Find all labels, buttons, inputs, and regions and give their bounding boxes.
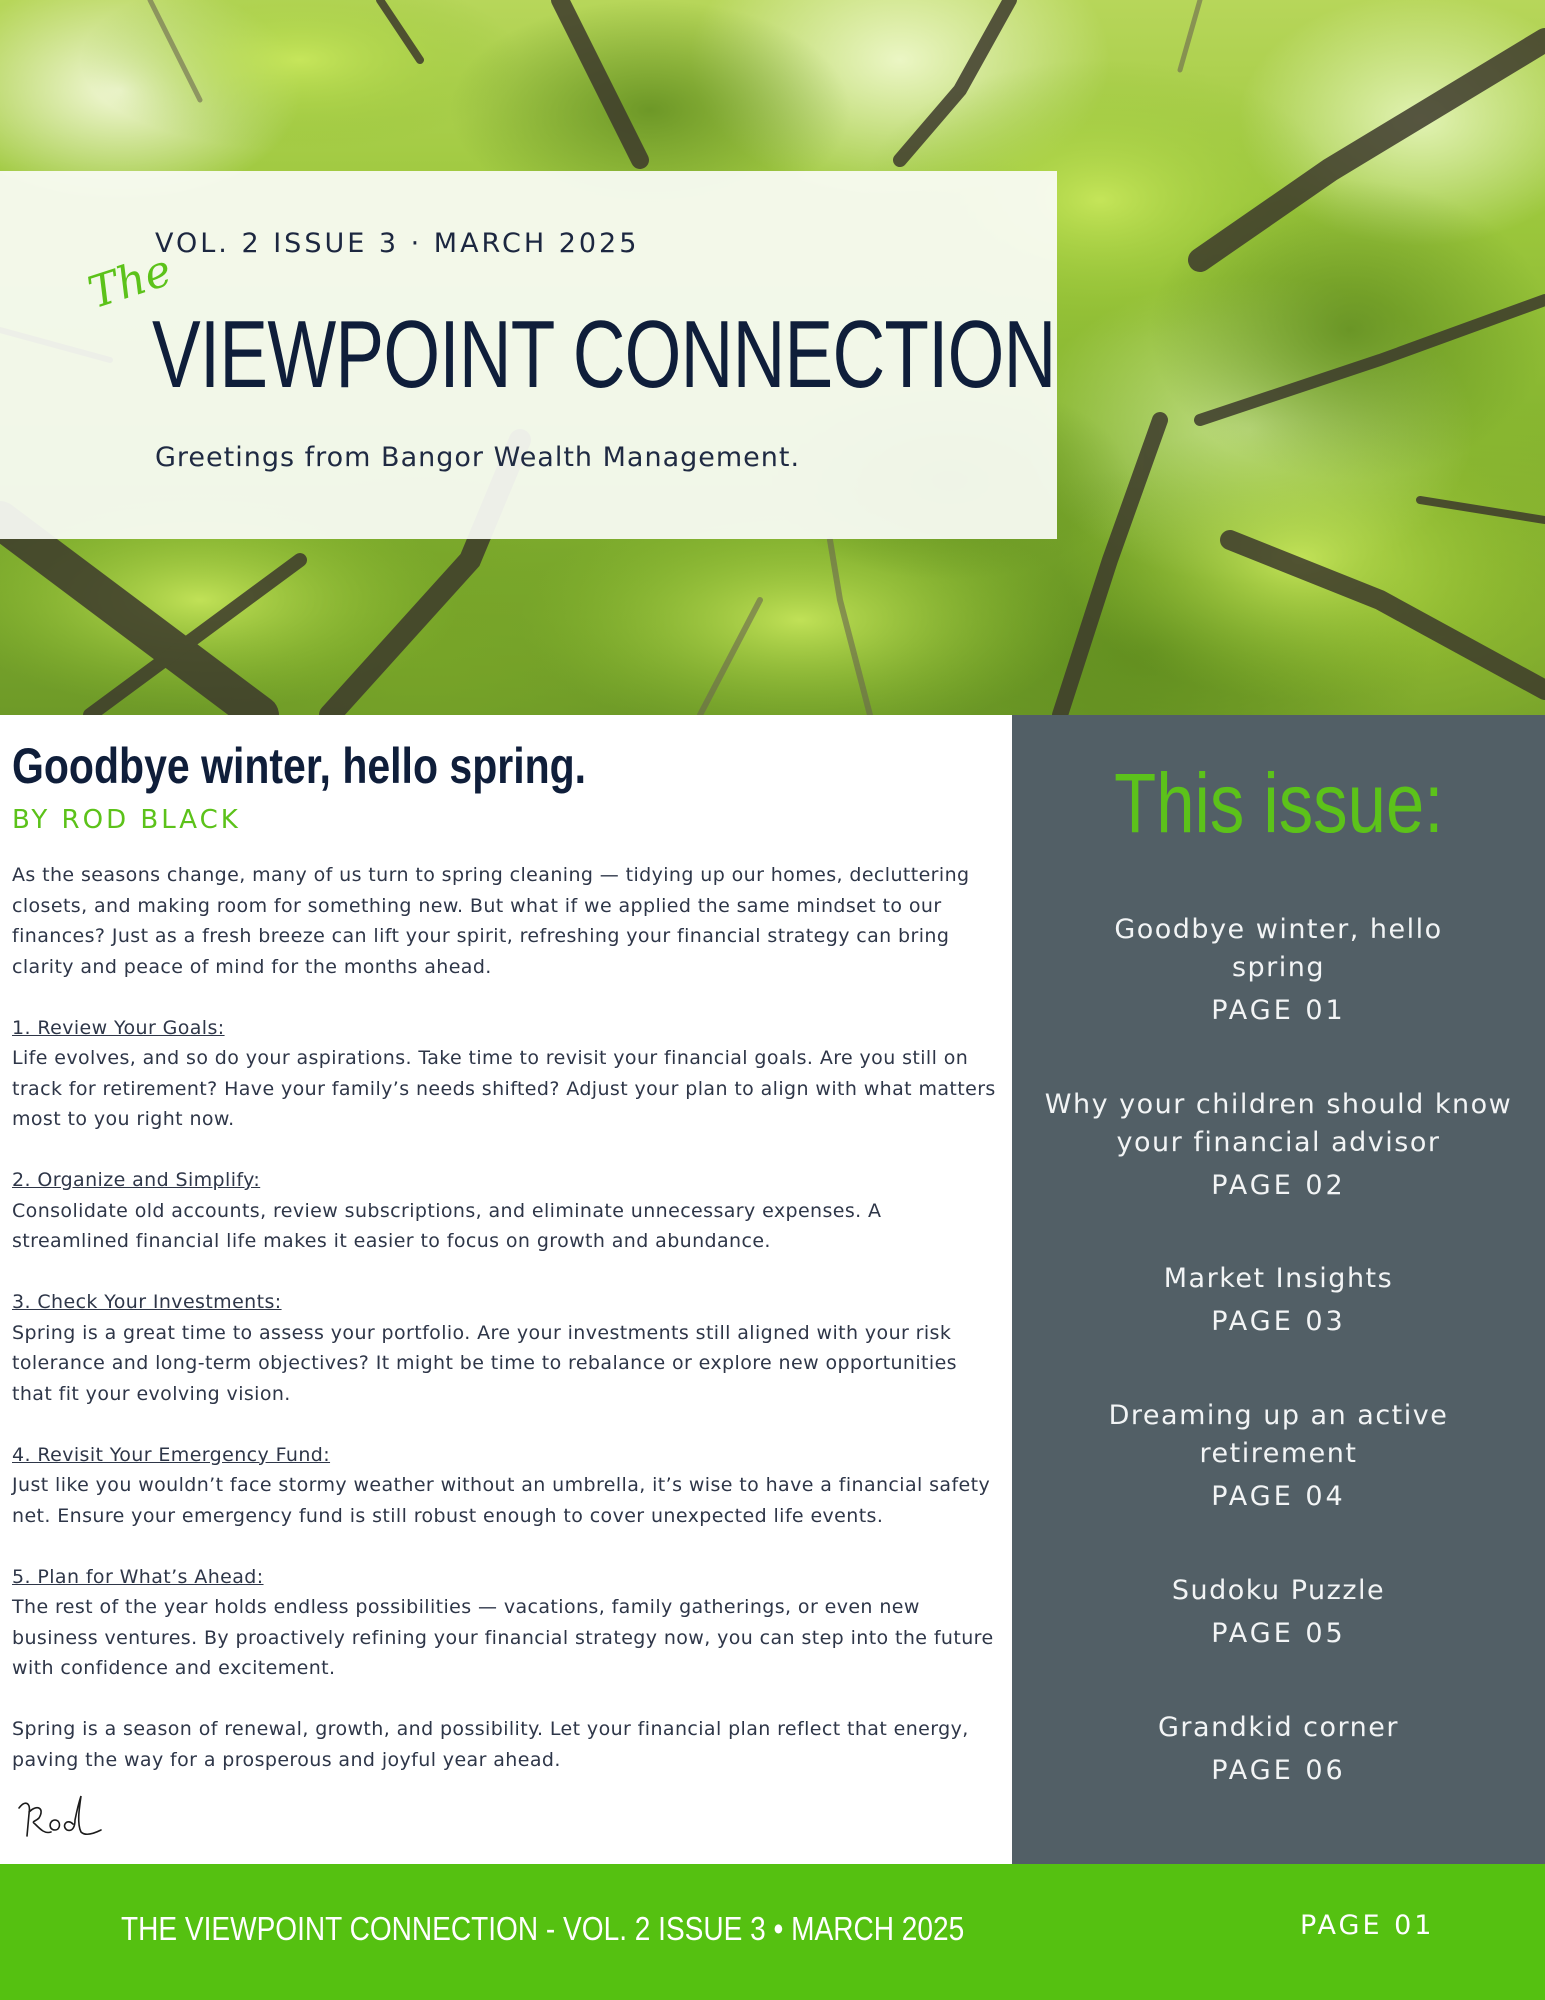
toc-item-title: Goodbye winter, hello spring xyxy=(1114,914,1443,983)
section-title: 3. Check Your Investments: xyxy=(12,1291,282,1313)
toc-item-title: Sudoku Puzzle xyxy=(1171,1575,1386,1606)
toc-item[interactable] xyxy=(1012,1709,1545,1786)
the-script-logo: The xyxy=(82,244,178,319)
toc-item-title: Grandkid corner xyxy=(1158,1712,1399,1743)
section-text: Life evolves, and so do your aspirations. Take time to revisit your financial goals. Are you still on track for retirement? Have your family’s needs shifted? Adjust your plan to align with what matters most to you right now. xyxy=(12,1047,996,1130)
toc-item-page: PAGE 04 xyxy=(1211,1481,1346,1512)
article-closing: Spring is a season of renewal, growth, and possibility. Let your financial plan reflect that energy, paving the way for a prosperous and joyful year ahead. xyxy=(12,1718,969,1771)
newsletter-title: VIEWPOINT CONNECTION xyxy=(152,301,1056,408)
article-headline: Goodbye winter, hello spring. xyxy=(12,738,587,794)
article-section xyxy=(12,1165,1002,1257)
toc-item-title: Market Insights xyxy=(1163,1263,1394,1294)
rod-signature xyxy=(15,1790,105,1845)
article-section xyxy=(12,1013,1002,1135)
section-title: 1. Review Your Goals: xyxy=(12,1016,225,1039)
toc-item[interactable] xyxy=(1012,911,1545,1026)
article-body xyxy=(12,860,1002,1806)
sidebar-heading: This issue: xyxy=(1113,756,1444,850)
toc-item[interactable] xyxy=(1012,1397,1545,1512)
section-text: Consolidate old accounts, review subscriptions, and eliminate unnecessary expenses. A streamlined financial life makes it easier to focus on growth and abundance. xyxy=(12,1199,882,1252)
footer-title: THE VIEWPOINT CONNECTION - VOL. 2 ISSUE 3 • MARCH 2025 xyxy=(121,1910,965,1947)
article-byline: BY ROD BLACK xyxy=(12,805,241,835)
article-section xyxy=(12,1440,1002,1532)
toc-item-page: PAGE 03 xyxy=(1211,1306,1346,1337)
article-section xyxy=(12,1562,1002,1684)
article-section xyxy=(12,1287,1002,1409)
toc-item-page: PAGE 05 xyxy=(1211,1618,1346,1649)
toc-item[interactable] xyxy=(1012,1086,1545,1201)
toc-item-page: PAGE 06 xyxy=(1211,1755,1346,1786)
page-footer xyxy=(0,1864,1545,2000)
issue-line: VOL. 2 ISSUE 3 · MARCH 2025 xyxy=(155,228,640,259)
toc-item-page: PAGE 02 xyxy=(1211,1170,1346,1201)
toc-item-title: Why your children should know your financial advisor xyxy=(1044,1089,1513,1158)
main-article xyxy=(0,715,1012,1864)
section-text: The rest of the year holds endless possibilities — vacations, family gatherings, or even new business ventures. By proactively refining your financial strategy now, you can step into the future with confidence and excitement. xyxy=(12,1596,994,1679)
section-title: 5. Plan for What’s Ahead: xyxy=(12,1565,264,1588)
toc-item[interactable] xyxy=(1012,1260,1545,1337)
toc-item-page: PAGE 01 xyxy=(1211,995,1346,1026)
section-text: Just like you wouldn’t face stormy weather without an umbrella, it’s wise to have a financial safety net. Ensure your emergency fund is still robust enough to cover unexpected life events. xyxy=(12,1474,991,1527)
greeting-text: Greetings from Bangor Wealth Management. xyxy=(155,442,801,473)
footer-page-number: PAGE 01 xyxy=(1300,1910,1435,1941)
section-text: Spring is a great time to assess your portfolio. Are your investments still aligned with your risk tolerance and long-term objectives? It might be time to rebalance or explore new opportunities that fit your evolving vision. xyxy=(12,1321,957,1405)
section-title: 2. Organize and Simplify: xyxy=(12,1169,261,1191)
article-intro: As the seasons change, many of us turn to spring cleaning — tidying up our homes, decluttering closets, and making room for something new. But what if we applied the same mindset to our finances? Just as a fresh breeze can lift your spirit, refreshing your financial strategy can bring clarity and peace of mind for the months ahead. xyxy=(12,864,970,978)
issue-sidebar xyxy=(1012,715,1545,1864)
toc-item-title: Dreaming up an active retirement xyxy=(1108,1400,1449,1469)
hero-banner xyxy=(0,0,1545,715)
toc-item[interactable] xyxy=(1012,1572,1545,1649)
section-title: 4. Revisit Your Emergency Fund: xyxy=(12,1443,331,1466)
